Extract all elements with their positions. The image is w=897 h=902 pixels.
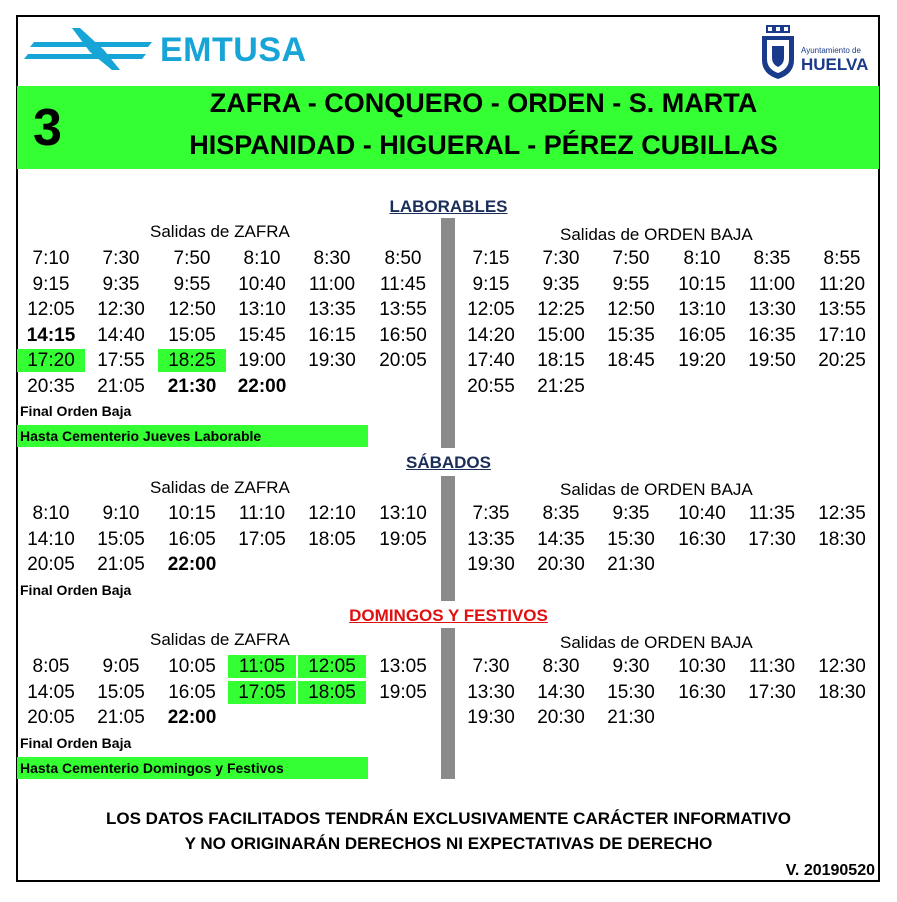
departure-time-left: 18:25 [158, 349, 226, 372]
section-title-laborables: LABORABLES [389, 197, 508, 216]
section-title-sabados: SÁBADOS [405, 453, 491, 472]
departure-time-left: 11:45 [379, 274, 427, 295]
departure-time-left: 20:35 [27, 376, 75, 397]
departure-time-left: 11:05 [228, 655, 296, 678]
departure-time-left: 7:10 [32, 248, 70, 269]
departure-time-left: 21:05 [97, 376, 145, 397]
departure-time-left: 20:05 [27, 707, 75, 728]
departure-time-left: 8:05 [32, 656, 70, 677]
departure-time-left: 14:40 [97, 325, 145, 346]
city-name: HUELVA [801, 55, 869, 74]
departure-time-left: 10:15 [168, 503, 216, 524]
right-header: Salidas de ORDEN BAJA [560, 225, 753, 244]
brand-name: EMTUSA [160, 31, 307, 69]
departure-time-right: 17:40 [467, 350, 515, 371]
departure-time-left: 22:00 [237, 376, 287, 397]
departure-time-left: 7:50 [173, 248, 211, 269]
departure-time-left: 15:05 [168, 325, 216, 346]
ayuntamiento-label: Ayuntamiento de [801, 46, 861, 55]
emtusa-logo-icon [24, 24, 159, 74]
departure-time-right: 21:25 [537, 376, 585, 397]
departure-time-left: 18:05 [298, 681, 366, 704]
note-final: Final Orden Baja [20, 582, 132, 598]
departure-time-right: 8:10 [683, 248, 721, 269]
note-final: Final Orden Baja [20, 735, 132, 751]
departure-time-right: 7:30 [472, 656, 510, 677]
departure-time-right: 20:55 [467, 376, 515, 397]
departure-time-left: 12:50 [168, 299, 216, 320]
departure-time-left: 13:55 [379, 299, 427, 320]
departure-time-right: 8:35 [542, 503, 580, 524]
note-cementerio: Hasta Cementerio Domingos y Festivos [17, 757, 368, 779]
column-divider [441, 218, 455, 448]
departure-time-left: 8:10 [32, 503, 70, 524]
version-label: V. 20190520 [785, 862, 875, 879]
departure-time-left: 12:30 [97, 299, 145, 320]
section-title-domingos: DOMINGOS Y FESTIVOS [349, 606, 548, 625]
departure-time-right: 13:35 [467, 529, 515, 550]
departure-time-left: 12:10 [308, 503, 356, 524]
right-header: Salidas de ORDEN BAJA [560, 633, 753, 652]
departure-time-left: 16:15 [308, 325, 356, 346]
departure-time-left: 12:05 [27, 299, 75, 320]
departure-time-right: 14:35 [537, 529, 585, 550]
departure-time-right: 13:55 [818, 299, 866, 320]
departure-time-left: 19:05 [379, 682, 427, 703]
departure-time-left: 14:15 [26, 325, 76, 346]
departure-time-right: 9:15 [472, 274, 510, 295]
departure-time-right: 9:30 [612, 656, 650, 677]
departure-time-right: 15:00 [537, 325, 585, 346]
departure-time-left: 19:05 [379, 529, 427, 550]
departure-time-left: 9:10 [102, 503, 140, 524]
departure-time-right: 16:30 [678, 529, 726, 550]
departure-time-left: 14:10 [27, 529, 75, 550]
departure-time-right: 18:15 [537, 350, 585, 371]
departure-time-right: 21:30 [607, 707, 655, 728]
route-line-2: HISPANIDAD - HIGUERAL - PÉREZ CUBILLAS [189, 130, 778, 160]
departure-time-right: 9:35 [542, 274, 580, 295]
departure-time-right: 18:30 [818, 529, 866, 550]
departure-time-left: 16:05 [168, 682, 216, 703]
departure-time-left: 15:05 [97, 529, 145, 550]
departure-time-left: 22:00 [167, 707, 217, 728]
departure-time-left: 17:05 [238, 529, 286, 550]
route-line-1: ZAFRA - CONQUERO - ORDEN - S. MARTA [209, 88, 758, 118]
departure-time-right: 19:50 [748, 350, 796, 371]
line-number: 3 [33, 99, 62, 157]
departure-time-left: 13:35 [308, 299, 356, 320]
departure-time-right: 12:30 [818, 656, 866, 677]
departure-time-right: 13:30 [748, 299, 796, 320]
departure-time-right: 19:30 [467, 707, 515, 728]
departure-time-left: 20:05 [27, 554, 75, 575]
departure-time-left: 10:40 [238, 274, 286, 295]
departure-time-right: 7:50 [612, 248, 650, 269]
departure-time-left: 14:05 [27, 682, 75, 703]
departure-time-right: 10:40 [678, 503, 726, 524]
departure-time-right: 12:35 [818, 503, 866, 524]
departure-time-left: 16:05 [168, 529, 216, 550]
departure-time-left: 21:30 [167, 376, 217, 397]
column-divider [441, 476, 455, 601]
departure-time-left: 22:00 [167, 554, 217, 575]
departure-time-left: 9:05 [102, 656, 140, 677]
departure-time-left: 16:50 [379, 325, 427, 346]
departure-time-left: 13:05 [379, 656, 427, 677]
departure-time-left: 9:15 [32, 274, 70, 295]
departure-time-right: 19:20 [678, 350, 726, 371]
departure-time-right: 7:35 [472, 503, 510, 524]
note-final: Final Orden Baja [20, 403, 132, 419]
departure-time-right: 11:35 [748, 503, 796, 524]
departure-time-left: 9:55 [173, 274, 211, 295]
departure-time-right: 17:30 [748, 682, 796, 703]
departure-time-right: 16:35 [748, 325, 796, 346]
column-divider [441, 628, 455, 779]
departure-time-left: 12:05 [298, 655, 366, 678]
departure-time-right: 10:30 [678, 656, 726, 677]
departure-time-right: 20:30 [537, 554, 585, 575]
note-cementerio: Hasta Cementerio Jueves Laborable [17, 425, 368, 447]
departure-time-right: 16:05 [678, 325, 726, 346]
departure-time-right: 11:00 [748, 274, 796, 295]
departure-time-right: 17:10 [818, 325, 866, 346]
departure-time-left: 10:05 [168, 656, 216, 677]
departure-time-left: 11:00 [308, 274, 356, 295]
departure-time-left: 19:00 [238, 350, 286, 371]
departure-time-left: 8:30 [313, 248, 351, 269]
departure-time-right: 11:20 [818, 274, 866, 295]
departure-time-left: 8:10 [243, 248, 281, 269]
departure-time-right: 9:55 [612, 274, 650, 295]
departure-time-right: 18:45 [607, 350, 655, 371]
departure-time-left: 17:05 [228, 681, 296, 704]
departure-time-right: 15:35 [607, 325, 655, 346]
departure-time-right: 8:30 [542, 656, 580, 677]
departure-time-right: 9:35 [612, 503, 650, 524]
departure-time-left: 20:05 [379, 350, 427, 371]
departure-time-left: 8:50 [384, 248, 422, 269]
departure-time-right: 17:30 [748, 529, 796, 550]
departure-time-left: 21:05 [97, 707, 145, 728]
departure-time-left: 17:20 [17, 349, 85, 372]
departure-time-left: 13:10 [238, 299, 286, 320]
disclaimer-line-2: Y NO ORIGINARÁN DERECHOS NI EXPECTATIVAS DE DERECHO [184, 834, 713, 853]
departure-time-left: 17:55 [97, 350, 145, 371]
departure-time-right: 8:55 [823, 248, 861, 269]
left-header: Salidas de ZAFRA [150, 222, 290, 241]
departure-time-right: 13:30 [467, 682, 515, 703]
departure-time-right: 12:50 [607, 299, 655, 320]
departure-time-left: 11:10 [238, 503, 286, 524]
huelva-coat-of-arms-icon [758, 24, 798, 80]
departure-time-left: 15:05 [97, 682, 145, 703]
departure-time-left: 9:35 [102, 274, 140, 295]
departure-time-right: 21:30 [607, 554, 655, 575]
departure-time-right: 8:35 [753, 248, 791, 269]
departure-time-right: 14:30 [537, 682, 585, 703]
departure-time-right: 12:05 [467, 299, 515, 320]
departure-time-left: 7:30 [102, 248, 140, 269]
departure-time-left: 18:05 [308, 529, 356, 550]
departure-time-right: 15:30 [607, 529, 655, 550]
departure-time-right: 20:30 [537, 707, 585, 728]
departure-time-left: 13:10 [379, 503, 427, 524]
departure-time-right: 11:30 [748, 656, 796, 677]
departure-time-left: 21:05 [97, 554, 145, 575]
departure-time-left: 15:45 [238, 325, 286, 346]
departure-time-right: 18:30 [818, 682, 866, 703]
right-header: Salidas de ORDEN BAJA [560, 480, 753, 499]
departure-time-right: 12:25 [537, 299, 585, 320]
left-header: Salidas de ZAFRA [150, 478, 290, 497]
departure-time-right: 19:30 [467, 554, 515, 575]
departure-time-right: 15:30 [607, 682, 655, 703]
departure-time-right: 13:10 [678, 299, 726, 320]
departure-time-left: 19:30 [308, 350, 356, 371]
departure-time-right: 14:20 [467, 325, 515, 346]
departure-time-right: 20:25 [818, 350, 866, 371]
departure-time-right: 7:15 [472, 248, 510, 269]
departure-time-right: 10:15 [678, 274, 726, 295]
departure-time-right: 7:30 [542, 248, 580, 269]
left-header: Salidas de ZAFRA [150, 630, 290, 649]
departure-time-right: 16:30 [678, 682, 726, 703]
disclaimer-line-1: LOS DATOS FACILITADOS TENDRÁN EXCLUSIVAMENTE CARÁCTER INFORMATIVO [105, 809, 792, 828]
